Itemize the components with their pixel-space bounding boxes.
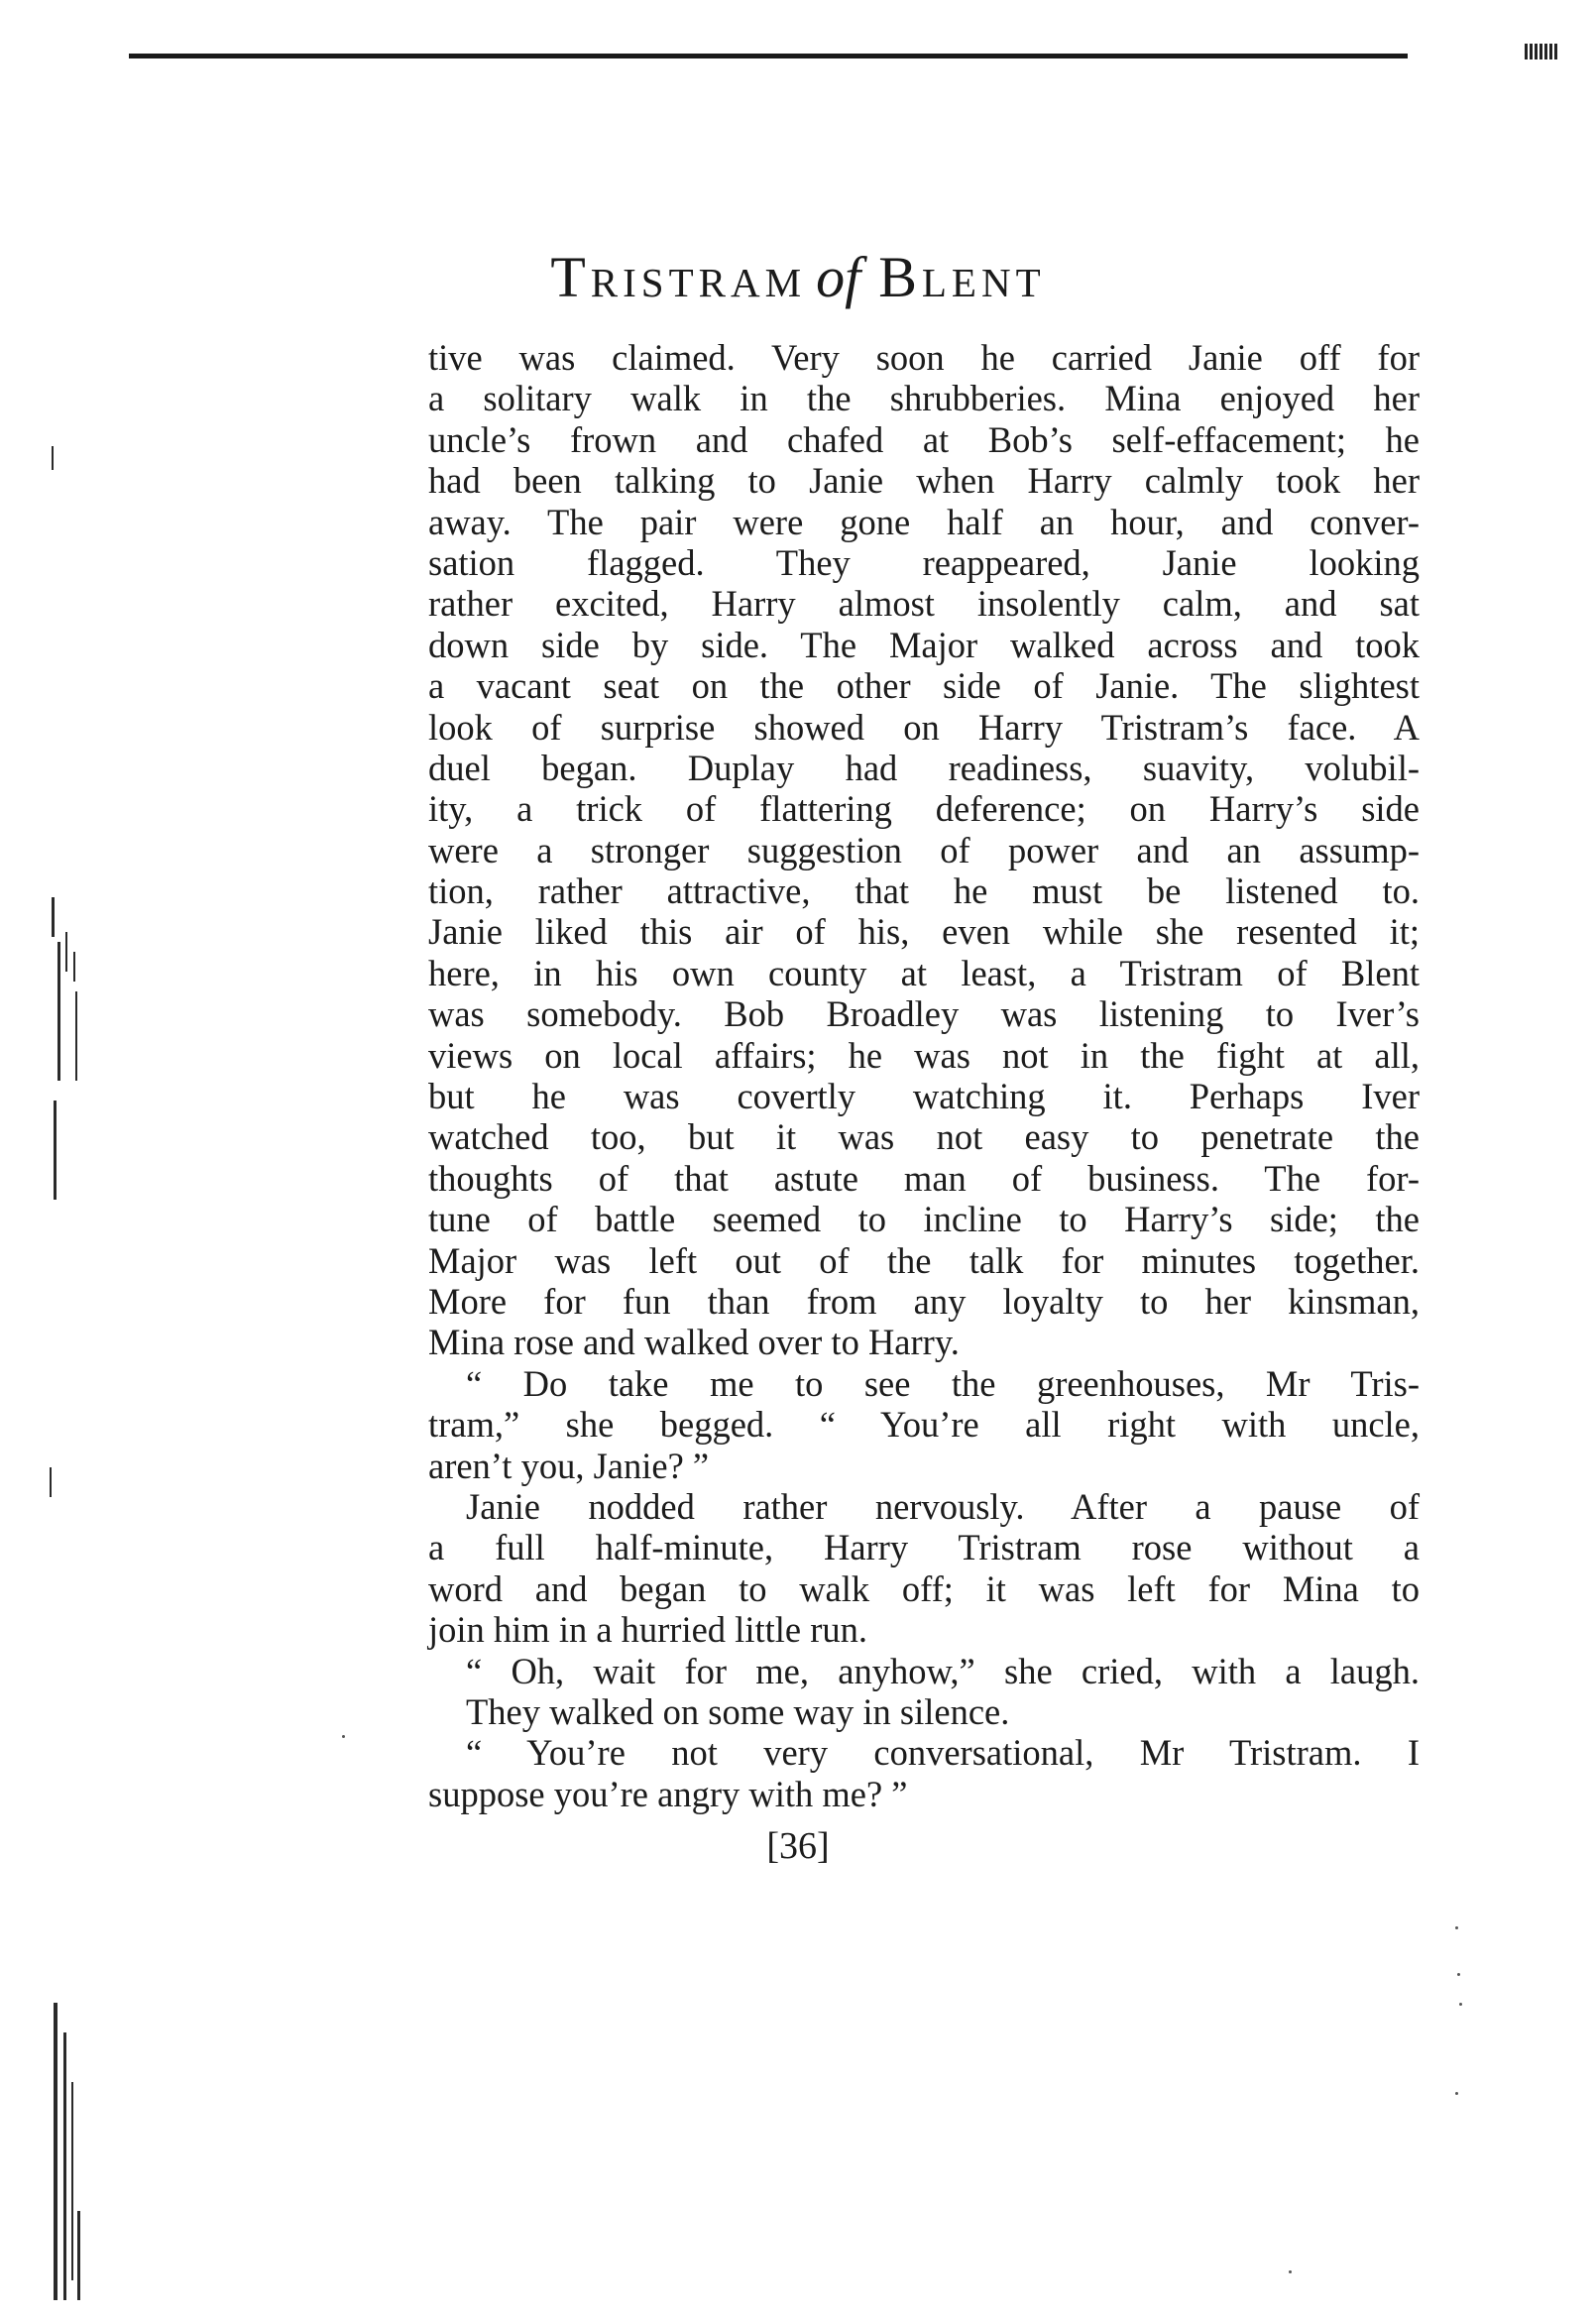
body-line: tune of battle seemed to incline to Harry’s side; the bbox=[428, 1199, 1420, 1240]
body-line: tive was claimed. Very soon he carried Janie off for bbox=[428, 337, 1420, 378]
scan-corner-mark bbox=[1525, 44, 1558, 59]
body-line: “ Oh, wait for me, anyhow,” she cried, with a laugh. bbox=[466, 1650, 1420, 1691]
body-line: uncle’s frown and chafed at Bob’s self-effacement; he bbox=[428, 418, 1420, 460]
body-line: views on local affairs; he was not in the fight at all, bbox=[428, 1034, 1420, 1076]
body-line: watched too, but it was not easy to penetrate the bbox=[428, 1116, 1420, 1158]
body-line: Janie nodded rather nervously. After a pause of bbox=[466, 1485, 1420, 1527]
body-line: aren’t you, Janie? ” bbox=[428, 1445, 710, 1486]
body-line: rather excited, Harry almost insolently calm, and sat bbox=[428, 583, 1420, 625]
body-line: down side by side. The Major walked across and took bbox=[428, 624, 1420, 665]
top-rule bbox=[129, 54, 1408, 58]
scan-speck bbox=[1459, 2003, 1462, 2006]
body-line: away. The pair were gone half an hour, and conver- bbox=[428, 501, 1420, 542]
body-line: ity, a trick of flattering deference; on Harry’s side bbox=[428, 788, 1420, 830]
body-line: thoughts of that astute man of business. The for- bbox=[428, 1157, 1420, 1199]
body-line: tram,” she begged. “ You’re all right with uncle, bbox=[428, 1404, 1420, 1446]
body-line: duel began. Duplay had readiness, suavity, volubil- bbox=[428, 747, 1420, 788]
body-line: sation flagged. They reappeared, Janie looking bbox=[428, 541, 1420, 583]
body-line: had been talking to Janie when Harry calmly took her bbox=[428, 460, 1420, 502]
scan-speck bbox=[1289, 2270, 1292, 2273]
scan-speck bbox=[342, 1735, 345, 1738]
body-line: More for fun than from any loyalty to her kinsman, bbox=[428, 1280, 1420, 1322]
body-line: a full half-minute, Harry Tristram rose without a bbox=[428, 1527, 1420, 1568]
body-text bbox=[428, 337, 1420, 1814]
body-line: join him in a hurried little run. bbox=[428, 1609, 867, 1651]
running-head-first: Tristram bbox=[550, 245, 807, 309]
body-line: look of surprise showed on Harry Tristram’s face. A bbox=[428, 706, 1420, 748]
body-line: a solitary walk in the shrubberies. Mina enjoyed her bbox=[428, 378, 1420, 419]
running-head-last: Blent bbox=[878, 245, 1046, 309]
body-line: but he was covertly watching it. Perhaps Iver bbox=[428, 1076, 1420, 1117]
running-head-of: of bbox=[816, 245, 861, 309]
body-line: They walked on some way in silence. bbox=[466, 1690, 1010, 1732]
body-line: “ You’re not very conversational, Mr Tristram. I bbox=[466, 1732, 1420, 1774]
running-head bbox=[0, 243, 1596, 312]
body-line: a vacant seat on the other side of Janie. The slightest bbox=[428, 665, 1420, 707]
body-line: were a stronger suggestion of power and an assump- bbox=[428, 829, 1420, 870]
body-line: was somebody. Bob Broadley was listening to Iver’s bbox=[428, 993, 1420, 1035]
scan-speck bbox=[1455, 1926, 1458, 1929]
body-line: Major was left out of the talk for minutes together. bbox=[428, 1239, 1420, 1281]
scan-speck bbox=[1455, 2092, 1458, 2095]
body-line: Mina rose and walked over to Harry. bbox=[428, 1322, 960, 1363]
body-line: “ Do take me to see the greenhouses, Mr Tris- bbox=[466, 1362, 1420, 1404]
body-line: tion, rather attractive, that he must be listened to. bbox=[428, 870, 1420, 912]
body-line: Janie liked this air of his, even while she resented it; bbox=[428, 911, 1420, 953]
body-line: here, in his own county at least, a Tristram of Blent bbox=[428, 952, 1420, 993]
page-number: [36] bbox=[766, 1825, 830, 1867]
scan-speck bbox=[1457, 1973, 1460, 1976]
body-line: suppose you’re angry with me? ” bbox=[428, 1773, 908, 1814]
body-line: word and began to walk off; it was left for Mina to bbox=[428, 1567, 1420, 1609]
